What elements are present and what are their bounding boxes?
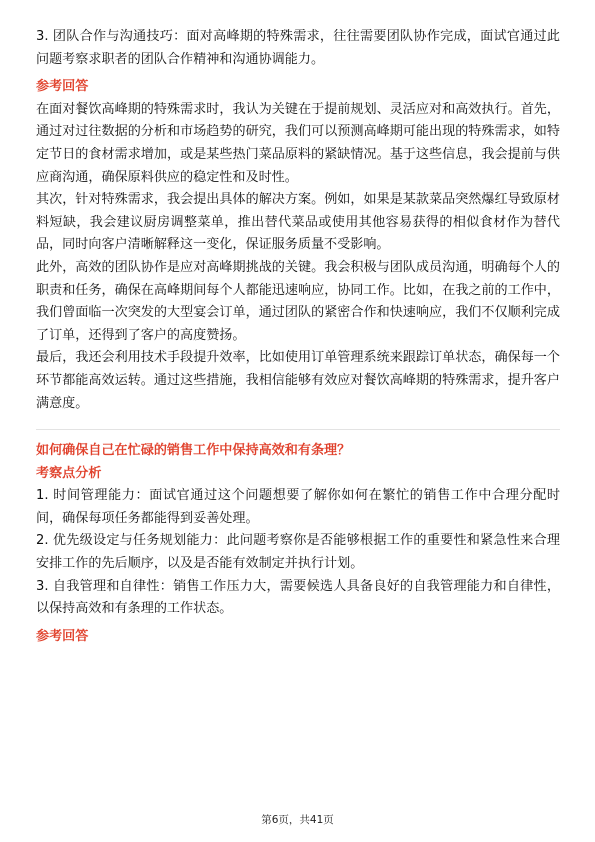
page-number: 第6页，共41页 [261,814,334,826]
page-content [36,26,560,648]
analysis-label: 考察点分析 [36,465,102,481]
analysis-point: 3. 自我管理和自律性：销售工作压力大，需要候选人具备良好的自我管理能力和自律性，以保持高效和有条理的工作状态。 [36,578,560,617]
answer-paragraph: 其次，针对特殊需求，我会提出具体的解决方案。例如，如果是某款菜品突然爆红导致原材料短缺，我会建议厨房调整菜单，推出替代菜品或使用其他容易获得的相似食材作为替代品，同时向客户清晰解释这一变化，保证服务质量不受影响。 [36,192,560,253]
reference-answer-label: 参考回答 [36,79,89,95]
section-divider [36,429,560,430]
reference-answer-label: 参考回答 [36,628,89,644]
analysis-point: 1. 时间管理能力：面试官通过这个问题想要了解你如何在繁忙的销售工作中合理分配时间，确保每项任务都能得到妥善处理。 [36,488,560,526]
point-teamwork: 3. 团队合作与沟通技巧：面对高峰期的特殊需求，往往需要团队协作完成，面试官通过此问题考察求职者的团队合作精神和沟通协调能力。 [36,29,560,67]
question-heading: 如何确保自己在忙碌的销售工作中保持高效和有条理？ [36,443,351,459]
answer-paragraph: 最后，我还会利用技术手段提升效率，比如使用订单管理系统来跟踪订单状态，确保每一个环节都能高效运转。通过这些措施，我相信能够有效应对餐饮高峰期的特殊需求，提升客户满意度。 [36,350,560,411]
analysis-point: 2. 优先级设定与任务规划能力：此问题考察你是否能够根据工作的重要性和紧急性来合理安排工作的先后顺序，以及是否能有效制定并执行计划。 [36,533,560,572]
answer-paragraph: 在面对餐饮高峰期的特殊需求时，我认为关键在于提前规划、灵活应对和高效执行。首先，通过对过往数据的分析和市场趋势的研究，我们可以预测高峰期可能出现的特殊需求，如特定节日的食材需求增加，或是某些热门菜品原料的紧缺情况。基于这些信息，我会提前与供应商沟通，确保原料供应的稳定性和及时性。 [36,101,560,185]
answer-paragraph: 此外，高效的团队协作是应对高峰期挑战的关键。我会积极与团队成员沟通，明确每个人的职责和任务，确保在高峰期间每个人都能迅速响应，协同工作。比如，在我之前的工作中，我们曾面临一次突发的大型宴会订单，通过团队的紧密合作和快速响应，我们不仅顺利完成了订单，还得到了客户的高度赞扬。 [36,259,560,343]
